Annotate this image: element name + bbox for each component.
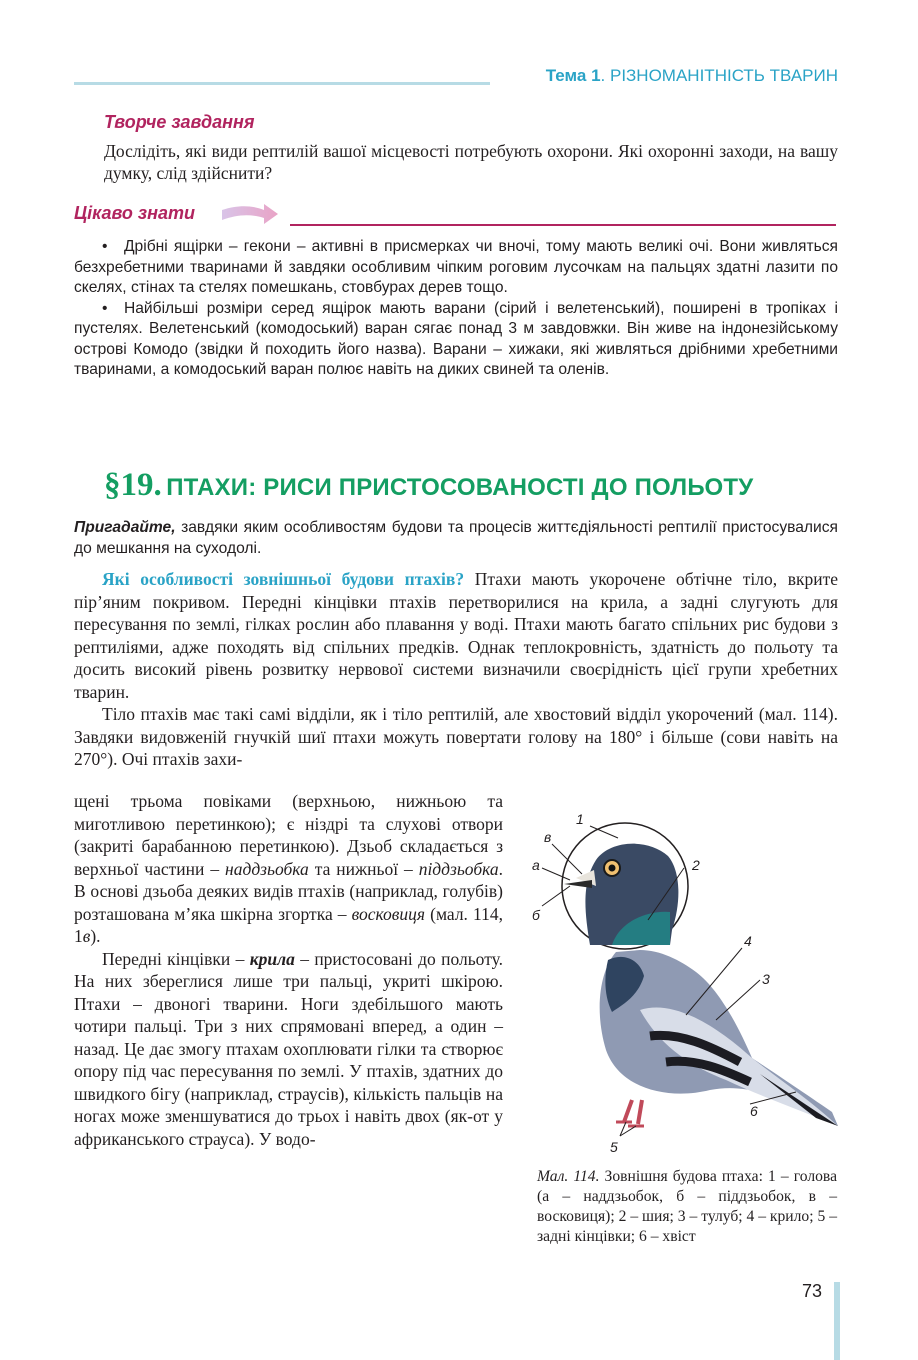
label-3: 3 [762,971,770,987]
paragraph: Передні кінцівки – крила – пристосовані до польоту. На них збереглися лише три пальці, укриті шкірою. Птахи – двоногі тварини. Ноги здебільшого мають чотири пальці. Три з них спрямовані вперед, а один – назад. Це дає змогу птахам охоплювати гілки та створює опору під час пересування по землі. У птахів, здатних до швидкого бігу (наприклад, страусів), кількість пальців на ногах може зменшуватися до трьох і навіть двох (як-от у африканського страуса). У водо- [74,948,503,1149]
label-1: 1 [576,811,584,827]
header-rule [74,82,490,85]
figure-caption [537,1167,837,1247]
interesting-rule [290,224,836,226]
paragraph: щені трьома повіками (верхньою, нижньою та миготливою перетинкою); є ніздрі та слухові отвори (закриті барабанною перетинкою). Дзьоб складається з верхньої частини – наддзьобка та нижньої – піддзьобка. В основі дзьоба деяких видів птахів (наприклад, голубів) розташована м’яка шкірна згортка – восковиця (мал. 114, 1в). [74,791,503,946]
bullet-icon: • [102,299,108,317]
label-2: 2 [692,857,700,873]
recall-lead: Пригадайте, [74,519,176,536]
label-v: в [544,829,552,845]
question-heading: Які особливості зовнішньої будови птахів? [102,569,465,589]
interesting-list [74,237,838,381]
left-column-text [74,790,503,1150]
interesting-label: Цікаво знати [74,203,195,223]
label-a: а [532,857,540,873]
recall-block [74,517,838,559]
creative-task-text: Дослідіть, які види рептилій вашої місцевості потребують охорони. Які охоронні заходи, на вашу думку, слід здійснити? [104,141,838,183]
page-number: 73 [802,1281,823,1301]
paragraph: Які особливості зовнішньої будови птахів? Птахи мають укорочене обтічне тіло, вкрите пір’яним покривом. Передні кінцівки птахів перетворилися на крила, а задні слугують для пересування по землі, гілках рослин або плавання у воді. Птахи мають багато спільних рис будови з рептиліями, адже походять від спільних предків. Однак теплокровність, здатність до польоту та досить високий рівень розвитку нервової системи визначили своєрідність цієї групи хребетних тварин. [74,569,838,702]
paragraph: Тіло птахів має такі самі відділи, як і тіло рептилій, але хвостовий відділ укорочений (мал. 114). Завдяки видовженій гнучкій шиї птахи можуть повертати голову на 180° і більше (сови навіть на 270°). Очі птахів захи- [74,704,838,769]
section-title: ПТАХИ: РИСИ ПРИСТОСОВАНОСТІ ДО ПОЛЬОТУ [166,474,754,501]
running-header [546,66,838,86]
creative-task-label: Творче завдання [104,112,255,132]
label-5: 5 [610,1139,618,1155]
recall-text: завдяки яким особливостям будови та процесів життєдіяльності рептилії пристосувалися до мешкання на суходолі. [74,519,838,557]
list-item: • Дрібні ящірки – гекони – активні в присмерках чи вночі, тому мають великі очі. Вони живляться безхребетними тваринами й завдяки особливим чіпким роговим лусочкам на пальцях здатні лазити по скелях, стінах та стелях помешкань, стовбурах дерев тощо. [74,238,838,296]
caption-lead: Мал. 114. [537,1168,600,1185]
section-heading [104,467,753,504]
pigeon-figure [520,800,850,1160]
label-b: б [532,907,540,923]
section-number: §19. [104,467,162,503]
topic-title: . РІЗНОМАНІТНІСТЬ ТВАРИН [600,66,838,85]
bullet-icon: • [102,238,108,255]
main-text [74,568,838,771]
list-item: • Найбільші розміри серед ящірок мають варани (сірий і велетенський), поширені в тропіках і пустелях. Велетенський (комодоський) варан сягає понад 3 м завдовжки. Він живе на індонезійському острові Комодо (звідки й походить його назва). Варани – хижаки, які живляться дрібними хребетними тваринами, а комодоський варан полює навіть на диких свиней та оленів. [74,299,838,378]
arrow-icon [220,200,280,230]
topic-label: Тема 1 [545,66,601,85]
label-6: 6 [750,1103,758,1119]
head-inset [562,823,688,949]
label-4: 4 [744,933,752,949]
page-edge-bar [834,1282,840,1360]
caption-text: Зовнішня будова птаха: 1 – голова (а – наддзьобок, б – піддзьобок, в – восковиця); 2 – шия; 3 – тулуб; 4 – крило; 5 – задні кінцівки; 6 – хвіст [537,1168,837,1245]
